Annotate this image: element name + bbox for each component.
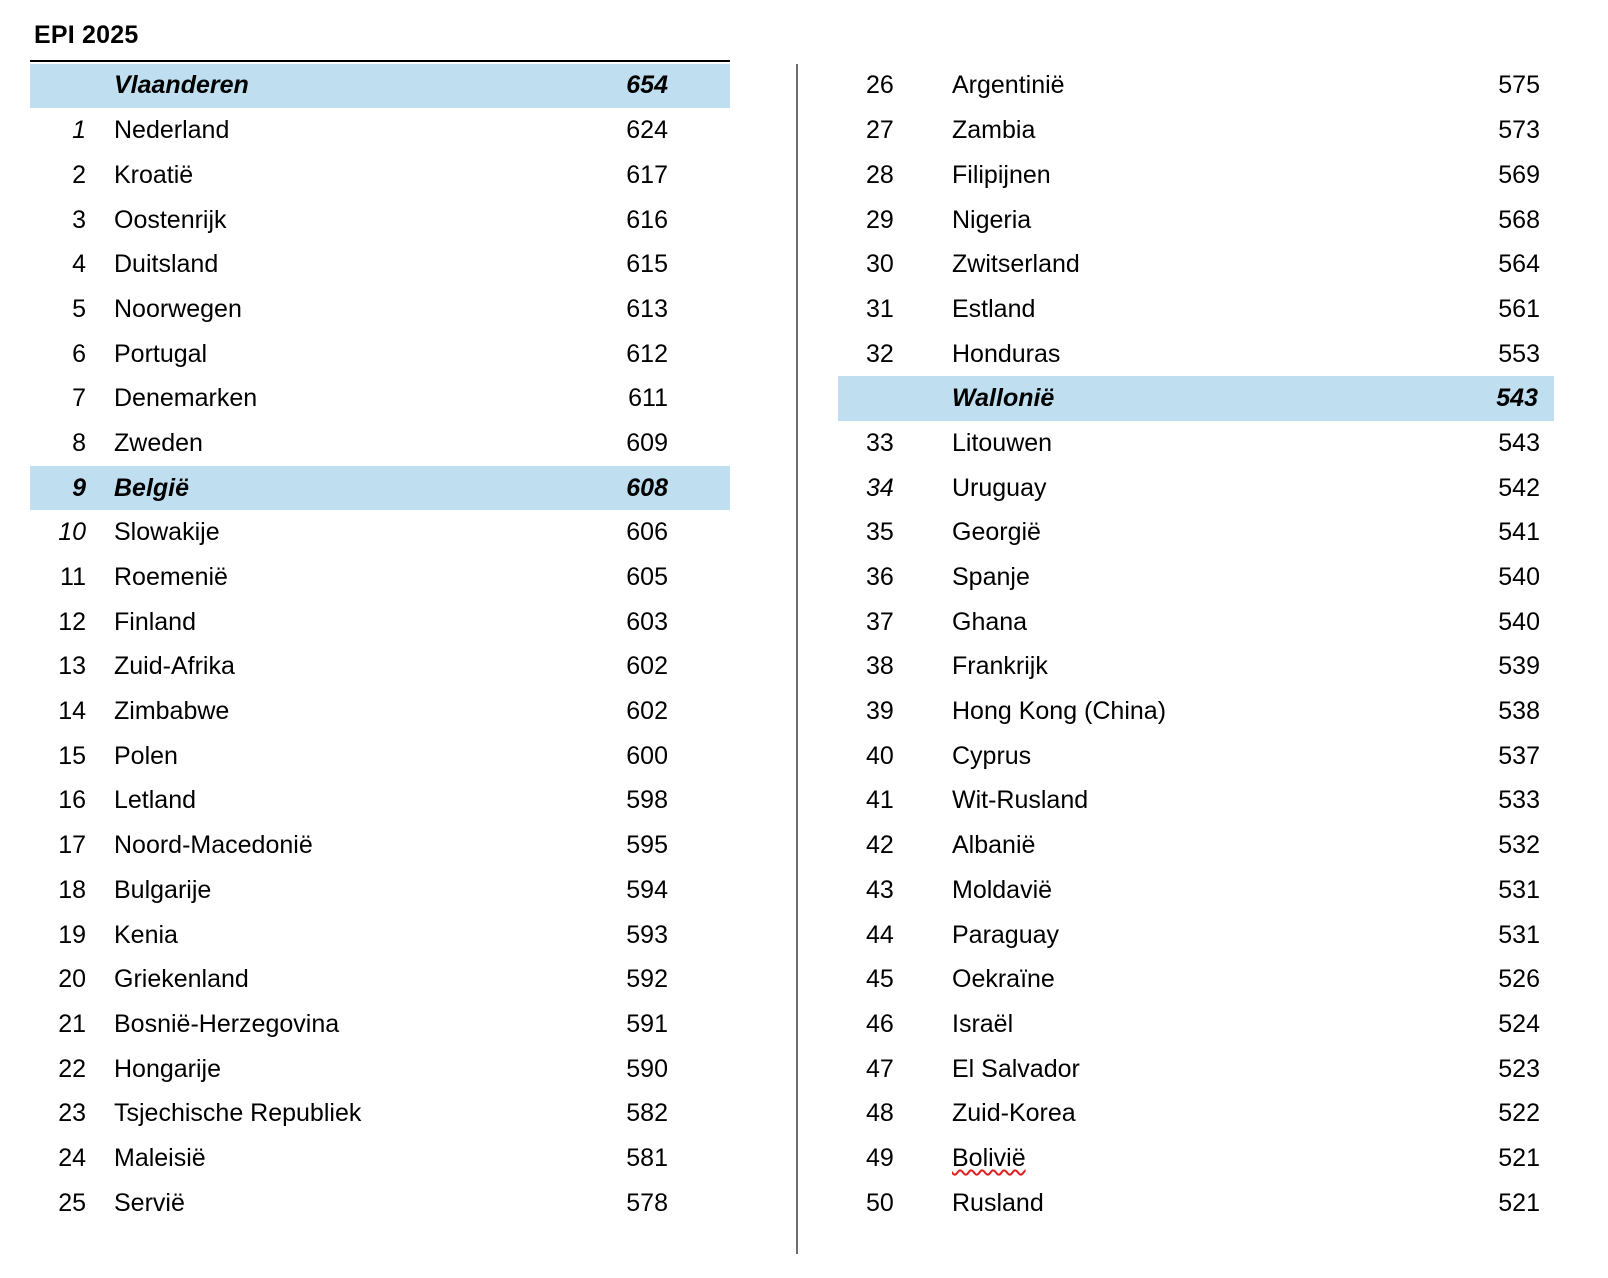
row-rank: 11 bbox=[60, 563, 86, 592]
row-score: 602 bbox=[626, 652, 668, 681]
row-score: 568 bbox=[1498, 205, 1540, 234]
row-score: 537 bbox=[1498, 741, 1540, 770]
ranking-row bbox=[856, 108, 1556, 153]
ranking-row bbox=[856, 689, 1556, 734]
row-country-name: Uruguay bbox=[952, 473, 1047, 502]
row-score: 615 bbox=[626, 250, 668, 279]
row-country-name: Maleisië bbox=[114, 1143, 206, 1172]
row-rank: 16 bbox=[58, 786, 86, 815]
row-rank: 21 bbox=[58, 1009, 86, 1038]
ranking-row bbox=[30, 1136, 730, 1181]
row-country-name: Kenia bbox=[114, 920, 178, 949]
row-rank: 19 bbox=[58, 920, 86, 949]
row-country-name: Spanje bbox=[952, 563, 1030, 592]
row-country-name: Zwitserland bbox=[952, 250, 1080, 279]
row-score: 600 bbox=[626, 741, 668, 770]
row-score: 521 bbox=[1498, 1188, 1540, 1217]
row-rank: 15 bbox=[58, 741, 86, 770]
row-score: 593 bbox=[626, 920, 668, 949]
row-score: 541 bbox=[1498, 518, 1540, 547]
ranking-row bbox=[30, 957, 730, 1002]
row-country-name: Estland bbox=[952, 294, 1036, 323]
row-rank: 12 bbox=[58, 607, 86, 636]
ranking-row bbox=[30, 153, 730, 198]
row-rank: 9 bbox=[72, 473, 86, 502]
row-country-name: Paraguay bbox=[952, 920, 1060, 949]
ranking-row-highlight bbox=[838, 376, 1554, 421]
row-rank: 49 bbox=[866, 1143, 894, 1172]
ranking-column-left bbox=[30, 60, 730, 1226]
row-score: 542 bbox=[1498, 473, 1540, 502]
row-score: 606 bbox=[626, 518, 668, 547]
row-country-name: Rusland bbox=[952, 1188, 1044, 1217]
row-score: 617 bbox=[626, 160, 668, 189]
row-score: 613 bbox=[626, 294, 668, 323]
ranking-row bbox=[30, 689, 730, 734]
row-score: 603 bbox=[626, 607, 668, 636]
row-country-name: El Salvador bbox=[952, 1054, 1080, 1083]
row-rank: 42 bbox=[866, 831, 894, 860]
row-country-name: Zambia bbox=[952, 116, 1036, 145]
row-score: 553 bbox=[1498, 339, 1540, 368]
row-score: 578 bbox=[626, 1188, 668, 1217]
ranking-row bbox=[30, 1047, 730, 1092]
row-country-name: Wallonië bbox=[952, 384, 1055, 413]
row-country-name: Albanië bbox=[952, 831, 1036, 860]
row-score: 616 bbox=[626, 205, 668, 234]
ranking-row bbox=[30, 555, 730, 600]
row-score: 538 bbox=[1498, 697, 1540, 726]
row-rank: 29 bbox=[866, 205, 894, 234]
ranking-column-right bbox=[856, 60, 1556, 1226]
row-country-name: Argentinië bbox=[952, 71, 1065, 100]
ranking-row bbox=[856, 913, 1556, 958]
row-score: 575 bbox=[1498, 71, 1540, 100]
row-country-name: Noord-Macedonië bbox=[114, 831, 313, 860]
row-score: 531 bbox=[1498, 920, 1540, 949]
row-rank: 6 bbox=[72, 339, 86, 368]
row-rank: 3 bbox=[72, 205, 86, 234]
row-country-name: Servië bbox=[114, 1188, 185, 1217]
row-score: 594 bbox=[626, 875, 668, 904]
ranking-columns bbox=[30, 60, 1578, 1254]
ranking-row bbox=[856, 153, 1556, 198]
ranking-row bbox=[30, 198, 730, 243]
ranking-row bbox=[856, 957, 1556, 1002]
row-score: 602 bbox=[626, 697, 668, 726]
row-rank: 17 bbox=[58, 831, 86, 860]
row-country-name: Oostenrijk bbox=[114, 205, 227, 234]
row-country-name: België bbox=[114, 473, 190, 502]
row-country-name bbox=[952, 1144, 1406, 1173]
spellcheck-underline: Bolivië bbox=[952, 1143, 1026, 1172]
row-country-name: Zuid-Afrika bbox=[114, 652, 235, 681]
ranking-row bbox=[856, 1047, 1556, 1092]
row-rank: 39 bbox=[866, 697, 894, 726]
column-top-rule-right bbox=[856, 60, 1556, 62]
ranking-row bbox=[30, 332, 730, 377]
row-score: 611 bbox=[628, 384, 668, 413]
row-rank: 44 bbox=[866, 920, 894, 949]
column-top-rule bbox=[30, 60, 730, 62]
row-country-name: Litouwen bbox=[952, 428, 1053, 457]
row-country-name: Griekenland bbox=[114, 965, 249, 994]
ranking-row bbox=[30, 287, 730, 332]
row-rank: 18 bbox=[58, 875, 86, 904]
row-score: 569 bbox=[1498, 160, 1540, 189]
ranking-row bbox=[30, 1181, 730, 1226]
row-country-name: Vlaanderen bbox=[114, 71, 249, 100]
row-score: 540 bbox=[1498, 563, 1540, 592]
row-rank: 8 bbox=[72, 428, 86, 457]
row-score: 624 bbox=[626, 116, 668, 145]
row-country-name: Roemenië bbox=[114, 563, 228, 592]
row-country-name: Frankrijk bbox=[952, 652, 1048, 681]
row-rank: 45 bbox=[866, 965, 894, 994]
row-rank: 22 bbox=[58, 1054, 86, 1083]
row-rank: 46 bbox=[866, 1009, 894, 1038]
row-rank: 7 bbox=[72, 384, 86, 413]
ranking-row bbox=[856, 332, 1556, 377]
row-country-name: Moldavië bbox=[952, 875, 1053, 904]
row-rank: 50 bbox=[866, 1188, 894, 1217]
row-country-name: Ghana bbox=[952, 607, 1028, 636]
ranking-row bbox=[856, 287, 1556, 332]
ranking-row bbox=[30, 734, 730, 779]
row-country-name: Wit-Rusland bbox=[952, 786, 1089, 815]
ranking-row bbox=[30, 1002, 730, 1047]
ranking-row bbox=[30, 779, 730, 824]
ranking-row bbox=[856, 421, 1556, 466]
row-rank: 5 bbox=[72, 294, 86, 323]
row-rank: 34 bbox=[866, 473, 894, 502]
ranking-row bbox=[856, 198, 1556, 243]
row-country-name: Zuid-Korea bbox=[952, 1099, 1076, 1128]
column-divider bbox=[796, 64, 798, 1254]
row-score: 612 bbox=[626, 339, 668, 368]
row-rank: 41 bbox=[866, 786, 894, 815]
row-score: 540 bbox=[1498, 607, 1540, 636]
row-rank: 13 bbox=[58, 652, 86, 681]
row-rank: 32 bbox=[866, 339, 894, 368]
row-score: 654 bbox=[626, 71, 668, 100]
row-score: 598 bbox=[626, 786, 668, 815]
ranking-row bbox=[856, 644, 1556, 689]
ranking-row bbox=[856, 1181, 1556, 1226]
row-rank: 14 bbox=[58, 697, 86, 726]
row-country-name: Cyprus bbox=[952, 741, 1032, 770]
row-rank: 35 bbox=[866, 518, 894, 547]
row-rank: 36 bbox=[866, 563, 894, 592]
row-country-name: Hong Kong (China) bbox=[952, 697, 1167, 726]
row-score: 592 bbox=[626, 965, 668, 994]
row-score: 591 bbox=[626, 1009, 668, 1038]
ranking-row bbox=[30, 823, 730, 868]
row-score: 590 bbox=[626, 1054, 668, 1083]
ranking-row bbox=[856, 1091, 1556, 1136]
row-score: 524 bbox=[1498, 1009, 1540, 1038]
ranking-row bbox=[856, 1136, 1556, 1181]
row-rank: 48 bbox=[866, 1099, 894, 1128]
row-score: 539 bbox=[1498, 652, 1540, 681]
row-score: 581 bbox=[626, 1143, 668, 1172]
ranking-row bbox=[856, 510, 1556, 555]
row-country-name: Hongarije bbox=[114, 1054, 222, 1083]
row-country-name: Noorwegen bbox=[114, 294, 242, 323]
ranking-row bbox=[856, 466, 1556, 511]
row-score: 521 bbox=[1498, 1143, 1540, 1172]
row-country-name: Filipijnen bbox=[952, 160, 1051, 189]
row-score: 561 bbox=[1498, 294, 1540, 323]
row-score: 526 bbox=[1498, 965, 1540, 994]
row-score: 582 bbox=[626, 1099, 668, 1128]
row-rank: 10 bbox=[58, 518, 86, 547]
row-score: 573 bbox=[1498, 116, 1540, 145]
row-country-name: Bosnië-Herzegovina bbox=[114, 1009, 340, 1038]
row-rank: 20 bbox=[58, 965, 86, 994]
ranking-row bbox=[30, 644, 730, 689]
ranking-row bbox=[856, 823, 1556, 868]
row-country-name: Portugal bbox=[114, 339, 208, 368]
row-score: 608 bbox=[626, 473, 668, 502]
row-rank: 1 bbox=[72, 116, 86, 145]
row-rank: 28 bbox=[866, 160, 894, 189]
row-rank: 37 bbox=[866, 607, 894, 636]
ranking-row bbox=[856, 779, 1556, 824]
row-country-name: Honduras bbox=[952, 339, 1061, 368]
row-score: 543 bbox=[1498, 428, 1540, 457]
row-rank: 4 bbox=[72, 250, 86, 279]
row-score: 533 bbox=[1498, 786, 1540, 815]
row-rank: 47 bbox=[866, 1054, 894, 1083]
row-country-name: Oekraïne bbox=[952, 965, 1055, 994]
row-country-name: Nederland bbox=[114, 116, 230, 145]
ranking-row-highlight bbox=[30, 466, 730, 511]
row-rank: 38 bbox=[866, 652, 894, 681]
row-country-name: Nigeria bbox=[952, 205, 1032, 234]
row-rank: 30 bbox=[866, 250, 894, 279]
ranking-row bbox=[30, 1091, 730, 1136]
row-rank: 40 bbox=[866, 741, 894, 770]
row-rank: 43 bbox=[866, 875, 894, 904]
row-country-name: Polen bbox=[114, 741, 178, 770]
row-score: 605 bbox=[626, 563, 668, 592]
ranking-row bbox=[30, 510, 730, 555]
ranking-row bbox=[856, 555, 1556, 600]
row-score: 609 bbox=[626, 428, 668, 457]
ranking-row bbox=[856, 868, 1556, 913]
row-score: 543 bbox=[1496, 384, 1538, 413]
ranking-list-right bbox=[856, 64, 1556, 1226]
row-country-name: Bulgarije bbox=[114, 875, 212, 904]
row-country-name: Finland bbox=[114, 607, 196, 636]
row-rank: 24 bbox=[58, 1143, 86, 1172]
ranking-list-left bbox=[30, 64, 730, 1226]
ranking-row bbox=[856, 734, 1556, 779]
row-rank: 26 bbox=[866, 71, 894, 100]
row-country-name: Letland bbox=[114, 786, 197, 815]
page-title: EPI 2025 bbox=[34, 21, 139, 49]
row-country-name: Israël bbox=[952, 1009, 1014, 1038]
row-country-name: Georgië bbox=[952, 518, 1041, 547]
row-country-name: Kroatië bbox=[114, 160, 194, 189]
row-country-name: Zweden bbox=[114, 428, 203, 457]
row-score: 522 bbox=[1498, 1099, 1540, 1128]
row-rank: 25 bbox=[58, 1188, 86, 1217]
ranking-row bbox=[856, 64, 1556, 109]
row-country-name: Denemarken bbox=[114, 384, 258, 413]
row-score: 595 bbox=[626, 831, 668, 860]
row-rank: 2 bbox=[72, 160, 86, 189]
ranking-row bbox=[30, 913, 730, 958]
ranking-row bbox=[856, 1002, 1556, 1047]
ranking-row bbox=[30, 600, 730, 645]
row-rank: 31 bbox=[866, 294, 894, 323]
row-score: 523 bbox=[1498, 1054, 1540, 1083]
ranking-row bbox=[30, 421, 730, 466]
ranking-row-highlight bbox=[30, 64, 730, 109]
ranking-row bbox=[30, 108, 730, 153]
row-score: 532 bbox=[1498, 831, 1540, 860]
ranking-row bbox=[856, 242, 1556, 287]
ranking-row bbox=[30, 242, 730, 287]
row-score: 564 bbox=[1498, 250, 1540, 279]
ranking-row bbox=[30, 868, 730, 913]
row-rank: 27 bbox=[866, 116, 894, 145]
row-rank: 33 bbox=[866, 428, 894, 457]
row-country-name: Duitsland bbox=[114, 250, 219, 279]
ranking-row bbox=[856, 600, 1556, 645]
row-country-name: Slowakije bbox=[114, 518, 220, 547]
row-score: 531 bbox=[1498, 875, 1540, 904]
row-rank: 23 bbox=[58, 1099, 86, 1128]
row-country-name: Tsjechische Republiek bbox=[114, 1099, 362, 1128]
row-country-name: Zimbabwe bbox=[114, 697, 230, 726]
ranking-row bbox=[30, 376, 730, 421]
